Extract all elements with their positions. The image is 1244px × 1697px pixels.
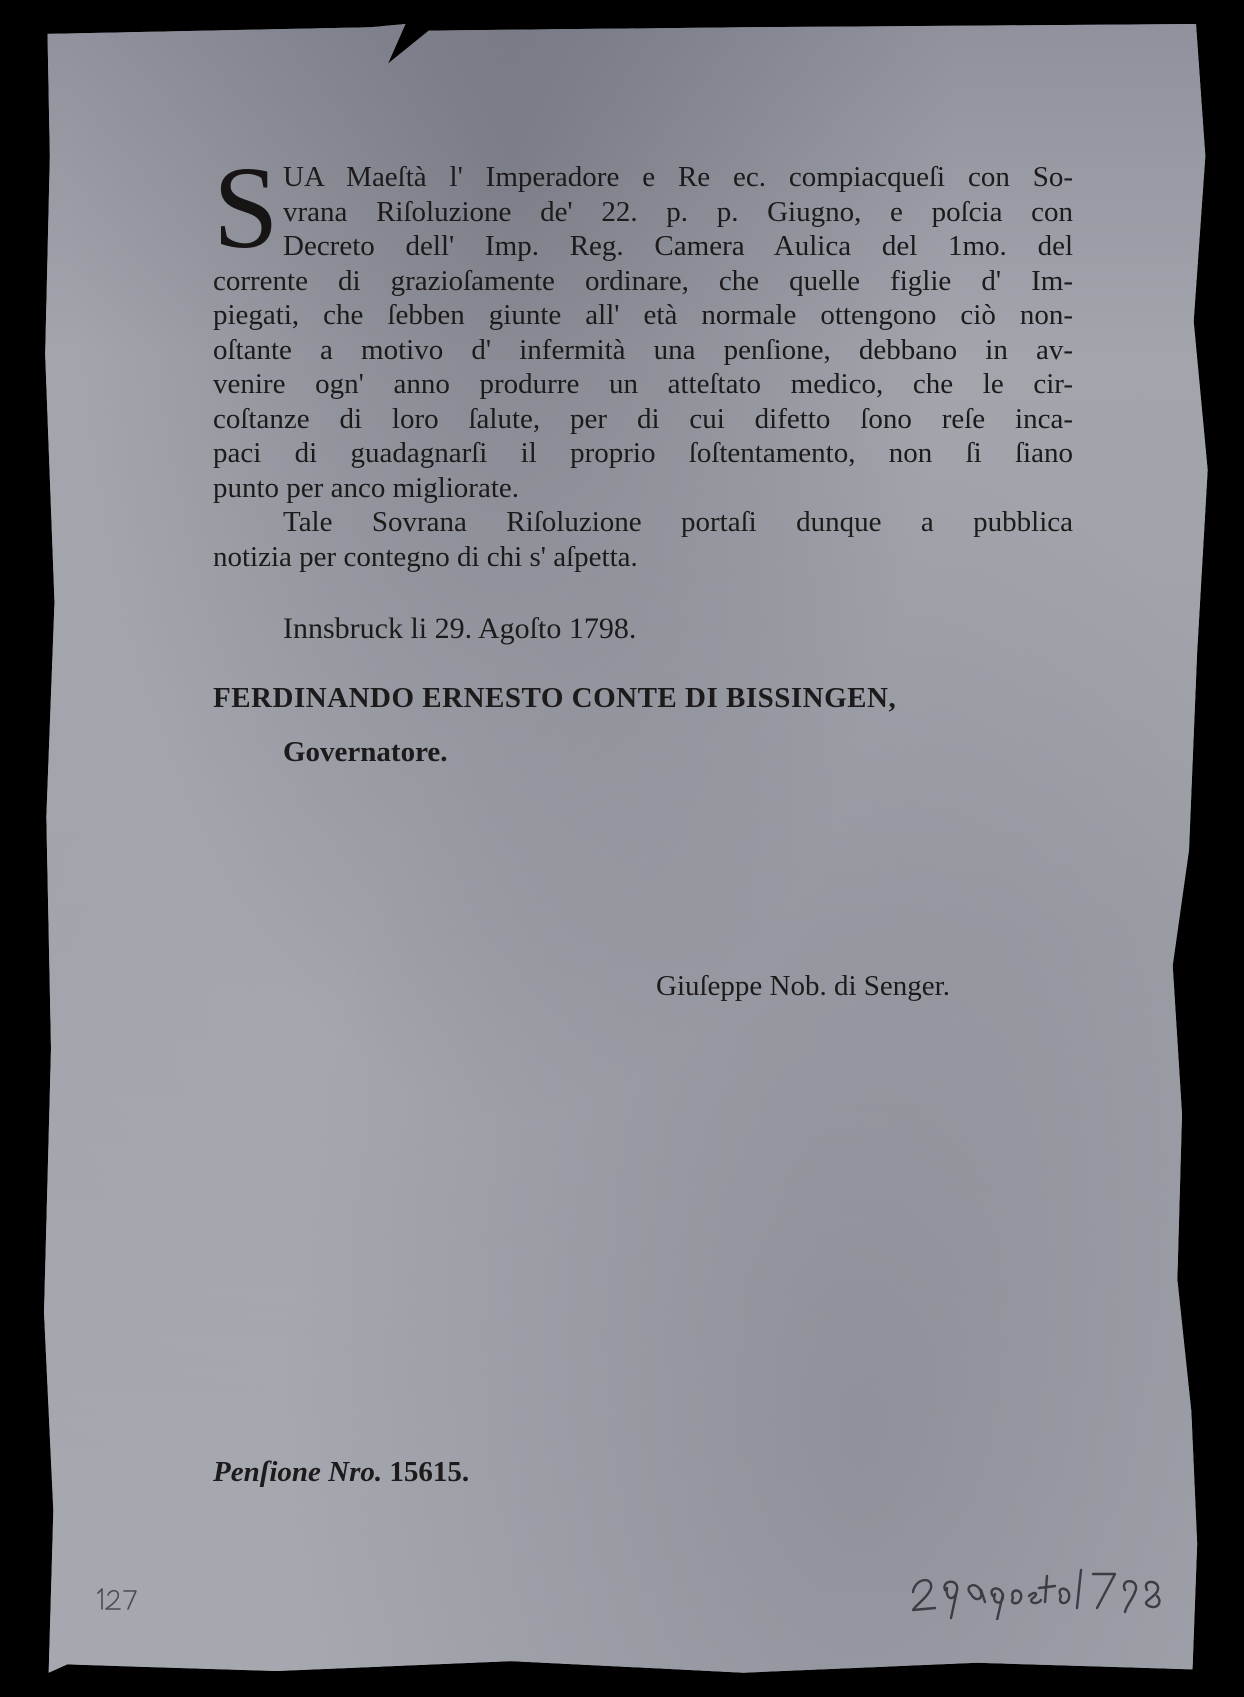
- body-line: UA Maeſtà l' Imperadore e Re ec. compiacqueſi con So-: [283, 161, 1073, 193]
- body-line: Decreto dell' Imp. Reg. Camera Aulica del 1mo. del: [283, 230, 1073, 262]
- paragraph-line: notizia per contegno di chi s' aſpetta.: [213, 540, 638, 573]
- body-line: piegati, che ſebben giunte all' età normale ottengono ciò non-: [213, 299, 1073, 331]
- paragraph-line: Tale Sovrana Riſoluzione portaſi dunque a pubblica: [283, 506, 1073, 538]
- pension-reference: [213, 1456, 469, 1489]
- signer-name: FERDINANDO ERNESTO CONTE DI BISSINGEN,: [213, 682, 897, 714]
- body-line: oſtante a motivo d' infermità una penſione, debbano in av-: [213, 333, 1073, 366]
- body-line: corrente di grazioſamente ordinare, che quelle figlie d' Im-: [213, 264, 1073, 297]
- place-date-line: Innsbruck li 29. Agoſto 1798.: [283, 612, 637, 645]
- decree-text: [213, 160, 1073, 574]
- body-line: paci di guadagnarſi il proprio ſoſtentamento, non ſi ſiano: [213, 437, 1073, 469]
- body-line: coſtanze di loro ſalute, per di cui difetto ſono reſe inca-: [213, 402, 1073, 435]
- pension-label: Penſione Nro.: [213, 1456, 383, 1488]
- signer-title: Governatore.: [283, 736, 448, 768]
- body-line: punto per anco migliorate.: [213, 471, 520, 504]
- drop-cap: S: [213, 142, 279, 273]
- secretary-signature: Giuſeppe Nob. di Senger.: [656, 970, 950, 1002]
- pension-number: 15615.: [389, 1456, 470, 1488]
- archive-number-annotation: [92, 1585, 142, 1613]
- body-line: venire ogn' anno produrre un atteſtato medico, che le cir-: [213, 368, 1073, 400]
- handwritten-date-annotation: [905, 1540, 1175, 1620]
- body-line: vrana Riſoluzione de' 22. p. p. Giugno, e poſcia con: [283, 195, 1073, 228]
